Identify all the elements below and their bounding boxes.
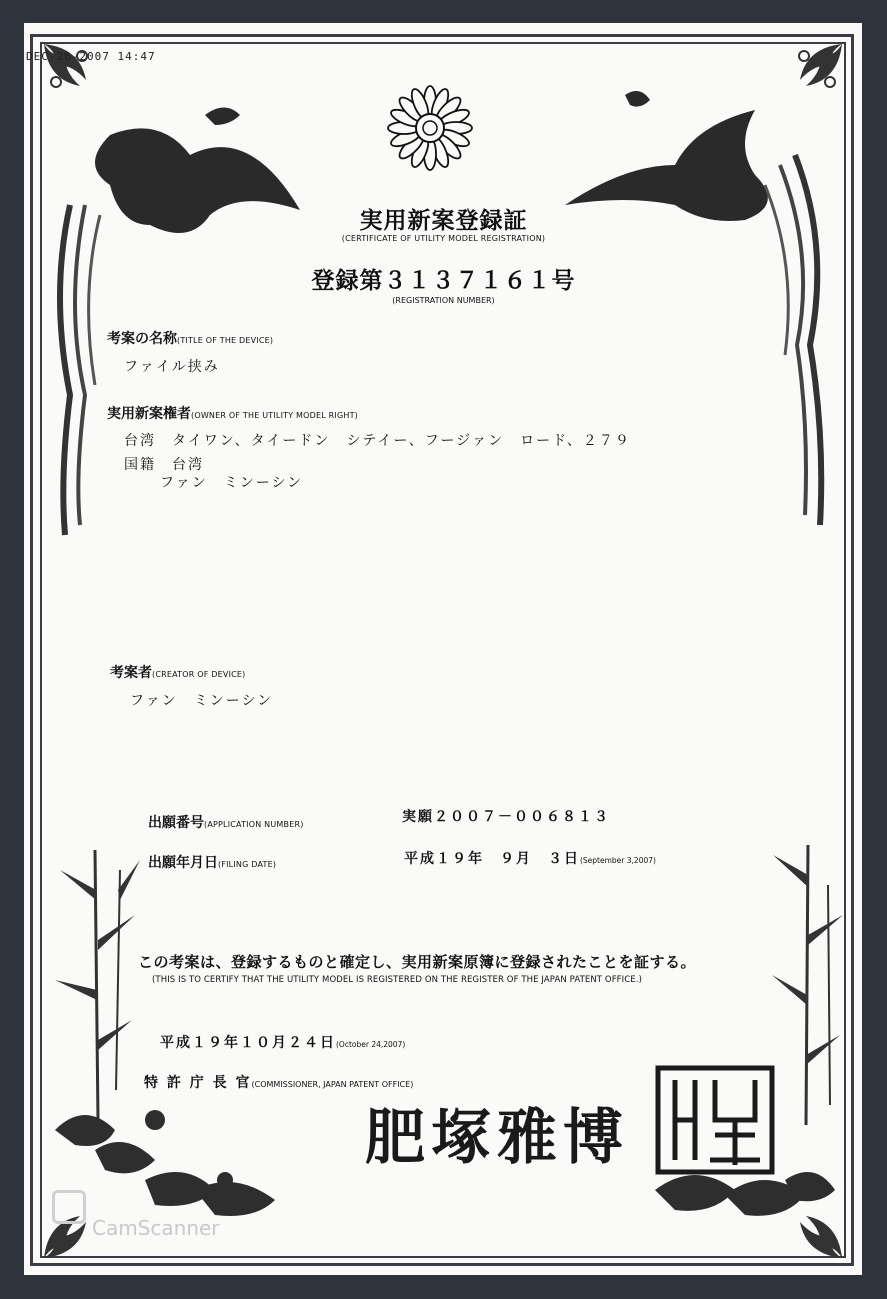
commissioner-jp: 特 許 庁 長 官 [144, 1075, 252, 1091]
registration-number [0, 262, 887, 295]
filing-date-label [148, 852, 276, 872]
flower-ornament-right-icon [655, 1150, 835, 1230]
registration-number-en: (REGISTRATION NUMBER) [392, 296, 495, 305]
creator-label [110, 662, 246, 682]
phoenix-right-icon [565, 85, 845, 535]
owner-label-en: (OWNER OF THE UTILITY MODEL RIGHT) [191, 411, 358, 420]
owner-address: 台湾 タイワン、タイードン シテイー、フージァン ロード、２７９ [124, 433, 631, 449]
application-number-value: 実願２００７－００６８１３ [402, 809, 610, 825]
filing-date-en: (September 3,2007) [580, 856, 656, 865]
creator-name: ファン ミンーシン [130, 693, 274, 709]
commissioner-en: (COMMISSIONER, JAPAN PATENT OFFICE) [251, 1080, 414, 1089]
commissioner-title [144, 1072, 413, 1092]
chrysanthemum-seal-icon [384, 82, 476, 174]
application-label-en: (APPLICATION NUMBER) [204, 820, 304, 829]
bamboo-left-icon [40, 830, 140, 1120]
issue-date-en: (October 24,2007) [336, 1040, 406, 1049]
owner-name: ファン ミンーシン [160, 475, 304, 491]
device-title-label [107, 328, 273, 348]
creator-label-en: (CREATOR OF DEVICE) [152, 670, 246, 679]
filing-date-value [404, 848, 656, 868]
owner-nationality: 国籍 台湾 [124, 457, 204, 473]
filing-date-jp: 平成１９年 ９月 ３日 [404, 851, 580, 867]
registration-prefix: 登録第 [311, 267, 384, 294]
camscanner-logo-icon [52, 1190, 86, 1224]
certificate-title: 実用新案登録証 [359, 207, 528, 234]
registration-digits: ３１３７１６１ [383, 267, 552, 294]
certificate-title-en: (CERTIFICATE OF UTILITY MODEL REGISTRATION) [341, 234, 546, 243]
issue-date [160, 1032, 405, 1052]
filing-label-en: (FILING DATE) [218, 860, 277, 869]
registration-suffix: 号 [551, 267, 576, 294]
bamboo-right-icon [768, 825, 848, 1125]
issue-date-jp: 平成１９年１０月２４日 [160, 1035, 336, 1051]
certification-statement-en: (THIS IS TO CERTIFY THAT THE UTILITY MODEL IS REGISTERED ON THE REGISTER OF THE JAPAN PATENT OFFICE.) [152, 975, 643, 985]
device-label-jp: 考案の名称 [107, 331, 177, 347]
owner-label [107, 403, 358, 423]
filing-label-jp: 出願年月日 [148, 855, 218, 871]
application-number-label [148, 812, 304, 832]
device-title-value: ファイル挟み [124, 359, 220, 375]
certification-statement: この考案は、登録するものと確定し、実用新案原簿に登録されたことを証する。 [138, 953, 697, 971]
application-label-jp: 出願番号 [148, 815, 204, 831]
owner-label-jp: 実用新案権者 [107, 406, 191, 422]
camscanner-watermark: CamScanner [92, 1216, 220, 1240]
commissioner-signature: 肥塚雅博 [365, 1103, 629, 1173]
creator-label-jp: 考案者 [110, 665, 152, 681]
fax-timestamp: DEC-26-2007 14:47 [26, 50, 156, 63]
device-label-en: (TITLE OF THE DEVICE) [177, 336, 274, 345]
